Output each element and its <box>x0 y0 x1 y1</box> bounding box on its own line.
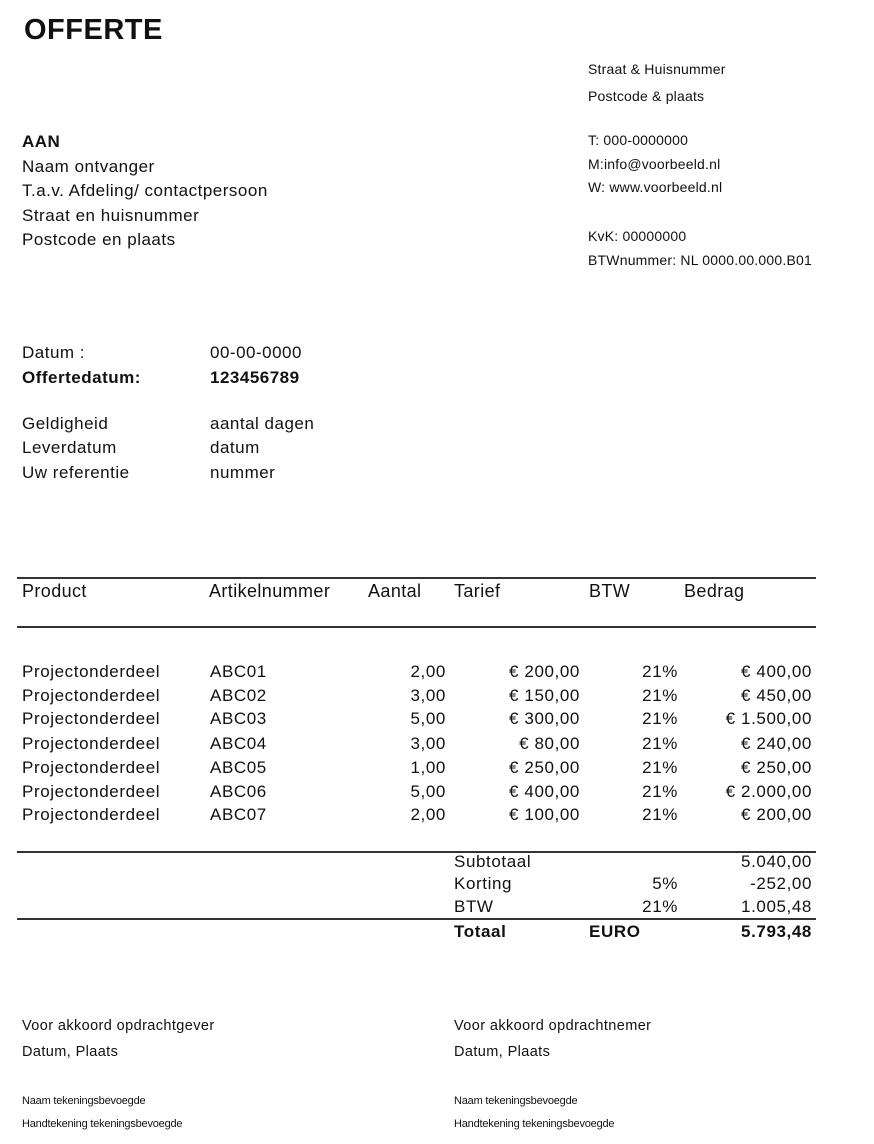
summary-total-rule <box>17 918 816 920</box>
recipient-heading: AAN <box>22 132 61 151</box>
cell-product: Projectonderdeel <box>22 758 161 777</box>
sender-email: M:info@voorbeeld.nl <box>588 156 721 172</box>
recipient-postcode: Postcode en plaats <box>22 230 176 249</box>
cell-article: ABC05 <box>210 758 267 777</box>
discount-label: Korting <box>454 874 513 893</box>
cell-vat: 21% <box>642 758 678 777</box>
table-row <box>0 805 874 828</box>
cell-amount: € 240,00 <box>741 734 812 753</box>
summary-total <box>0 922 874 945</box>
vat-value: 1.005,48 <box>741 897 812 916</box>
recipient-attention: T.a.v. Afdeling/ contactpersoon <box>22 181 268 200</box>
cell-rate: € 80,00 <box>519 734 580 753</box>
total-label: Totaal <box>454 922 507 941</box>
sender-postcode: Postcode & plaats <box>588 88 705 104</box>
delivery-label: Leverdatum <box>22 438 117 457</box>
subtotal-value: 5.040,00 <box>741 852 812 871</box>
cell-qty: 2,00 <box>410 805 446 824</box>
cell-article: ABC03 <box>210 709 267 728</box>
table-row <box>0 686 874 709</box>
header-qty: Aantal <box>368 581 422 601</box>
cell-article: ABC06 <box>210 782 267 801</box>
validity-value: aantal dagen <box>210 414 315 433</box>
cell-rate: € 100,00 <box>509 805 580 824</box>
delivery-value: datum <box>210 438 260 457</box>
cell-vat: 21% <box>642 805 678 824</box>
header-article: Artikelnummer <box>209 581 331 601</box>
recipient-name: Naam ontvanger <box>22 156 155 176</box>
table-top-rule <box>17 577 816 579</box>
table-row <box>0 734 874 757</box>
quote-date-label: Offertedatum: <box>22 368 141 387</box>
cell-amount: € 450,00 <box>741 686 812 705</box>
cell-qty: 5,00 <box>410 709 446 728</box>
header-vat: BTW <box>589 581 631 601</box>
cell-rate: € 250,00 <box>509 758 580 777</box>
cell-rate: € 300,00 <box>509 709 580 728</box>
cell-amount: € 400,00 <box>741 662 812 681</box>
header-amount: Bedrag <box>684 581 745 601</box>
summary-subtotal <box>0 852 874 875</box>
summary-discount <box>0 874 874 897</box>
cell-product: Projectonderdeel <box>22 709 161 728</box>
date-value: 00-00-0000 <box>210 343 302 362</box>
header-product: Product <box>22 581 87 601</box>
table-header-rule <box>17 626 816 628</box>
cell-qty: 1,00 <box>410 758 446 777</box>
document-title: OFFERTE <box>24 14 163 46</box>
contractor-signature: Handtekening tekeningsbevoegde <box>454 1118 615 1130</box>
client-signatory-name: Naam tekeningsbevoegde <box>22 1095 146 1107</box>
client-signature: Handtekening tekeningsbevoegde <box>22 1118 183 1130</box>
subtotal-label: Subtotaal <box>454 852 532 871</box>
discount-pct: 5% <box>652 874 678 893</box>
cell-amount: € 2.000,00 <box>725 782 812 801</box>
cell-amount: € 1.500,00 <box>725 709 812 728</box>
cell-rate: € 400,00 <box>509 782 580 801</box>
sender-street: Straat & Huisnummer <box>588 61 726 77</box>
cell-rate: € 200,00 <box>509 662 580 681</box>
vat-pct: 21% <box>642 897 678 916</box>
cell-article: ABC04 <box>210 734 267 753</box>
cell-product: Projectonderdeel <box>22 686 161 705</box>
table-row <box>0 782 874 805</box>
header-rate: Tarief <box>454 581 501 601</box>
table-row <box>0 662 874 685</box>
date-label: Datum : <box>22 343 86 362</box>
sender-phone: T: 000-0000000 <box>588 132 689 148</box>
cell-qty: 3,00 <box>410 686 446 705</box>
cell-vat: 21% <box>642 662 678 681</box>
cell-qty: 3,00 <box>410 734 446 753</box>
client-approval-heading: Voor akkoord opdrachtgever <box>22 1018 215 1034</box>
summary-vat <box>0 897 874 920</box>
recipient-block <box>22 130 268 253</box>
contractor-signatory-name: Naam tekeningsbevoegde <box>454 1095 578 1107</box>
cell-product: Projectonderdeel <box>22 782 161 801</box>
cell-rate: € 150,00 <box>509 686 580 705</box>
sender-vat-number: BTWnummer: NL 0000.00.000.B01 <box>588 252 812 268</box>
cell-article: ABC02 <box>210 686 267 705</box>
cell-vat: 21% <box>642 734 678 753</box>
vat-label: BTW <box>454 897 494 916</box>
quote-date-value: 123456789 <box>210 368 300 387</box>
validity-label: Geldigheid <box>22 414 109 433</box>
discount-value: -252,00 <box>750 874 812 893</box>
reference-value: nummer <box>210 463 276 482</box>
client-date-place: Datum, Plaats <box>22 1044 119 1060</box>
cell-qty: 2,00 <box>410 662 446 681</box>
contractor-date-place: Datum, Plaats <box>454 1044 551 1060</box>
table-row <box>0 709 874 732</box>
cell-article: ABC07 <box>210 805 267 824</box>
cell-vat: 21% <box>642 686 678 705</box>
cell-product: Projectonderdeel <box>22 734 161 753</box>
total-currency: EURO <box>589 922 641 941</box>
cell-product: Projectonderdeel <box>22 805 161 824</box>
cell-amount: € 200,00 <box>741 805 812 824</box>
cell-vat: 21% <box>642 782 678 801</box>
cell-article: ABC01 <box>210 662 267 681</box>
cell-vat: 21% <box>642 709 678 728</box>
sender-kvk: KvK: 00000000 <box>588 228 687 244</box>
cell-amount: € 250,00 <box>741 758 812 777</box>
table-row <box>0 758 874 781</box>
cell-product: Projectonderdeel <box>22 662 161 681</box>
recipient-street: Straat en huisnummer <box>22 205 200 225</box>
sender-web: W: www.voorbeeld.nl <box>588 179 723 195</box>
total-value: 5.793,48 <box>741 922 812 941</box>
contractor-approval-heading: Voor akkoord opdrachtnemer <box>454 1018 652 1034</box>
cell-qty: 5,00 <box>410 782 446 801</box>
reference-label: Uw referentie <box>22 463 130 482</box>
